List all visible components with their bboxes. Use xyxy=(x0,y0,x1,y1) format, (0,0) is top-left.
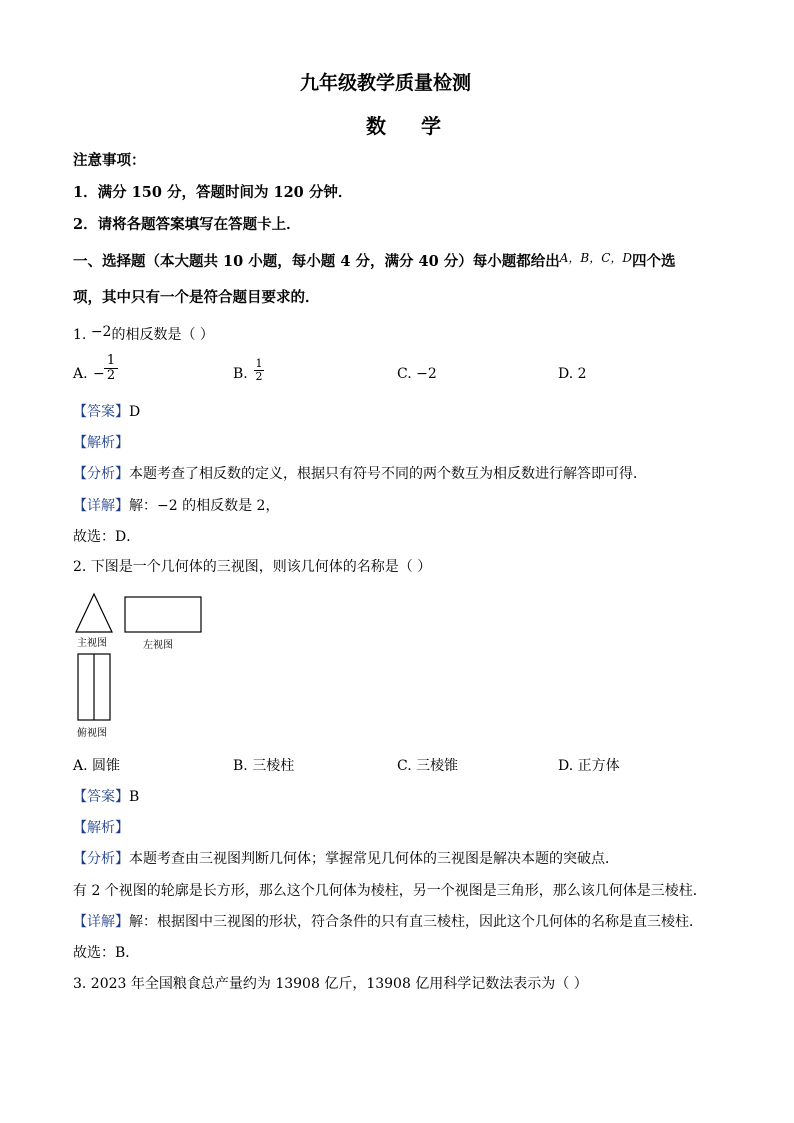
q1-option-a-denominator: 2 xyxy=(104,368,118,383)
q1-xiangjie-tag: 【详解】 xyxy=(73,498,129,514)
section-heading-end: 四个选 xyxy=(632,253,676,270)
section-heading-letters: A，B，C，D xyxy=(559,251,633,265)
q2-option-a: A. 圆锥 xyxy=(73,758,121,774)
q1-fenxi xyxy=(73,463,647,483)
q1-stem-text: 的相反数是（ ） xyxy=(111,327,214,343)
q2-option-b: B. 三棱柱 xyxy=(233,758,295,774)
q2-choose: 故选：B． xyxy=(73,945,140,961)
q1-option-a-fraction xyxy=(104,354,118,383)
q1-option-d: D. 2 xyxy=(558,366,587,382)
q3-stem: 3. 2023 年全国粮食总产量约为 13908 亿斤，13908 亿用科学记数法表示为（ ） xyxy=(73,976,588,992)
q2-reason-line: 有 2 个视图的轮廓是长方形，那么这个几何体为棱柱，另一个视图是三角形，那么该几何体是三棱柱． xyxy=(73,883,707,899)
q1-option-b-label: B. xyxy=(233,366,248,382)
q1-choose: 故选：D． xyxy=(73,529,141,545)
q2-answer-value: B xyxy=(129,789,140,805)
q2-fenxi xyxy=(73,848,619,868)
q1-option-b-numerator: 1 xyxy=(255,357,263,370)
q1-option-a-sign: − xyxy=(93,366,105,382)
section-heading-text: 一、选择题（本大题共 10 小题，每小题 4 分，满分 40 分）每小题都给出 xyxy=(73,253,560,270)
q1-option-a-label: A. xyxy=(73,366,88,382)
q1-analysis-tag: 【解析】 xyxy=(73,435,129,451)
front-view-label: 主视图 xyxy=(77,638,107,649)
q1-math: −2 xyxy=(90,324,112,340)
q2-xiangjie xyxy=(73,911,703,931)
notes-item-2: 2．请将各题答案填写在答题卡上． xyxy=(73,216,301,233)
three-view-figure xyxy=(72,590,212,746)
exam-title: 九年级教学质量检测 xyxy=(300,72,472,94)
left-view-rectangle xyxy=(125,597,201,632)
q2-xiangjie-tag: 【详解】 xyxy=(73,914,129,930)
section-heading-line2: 项，其中只有一个是符合题目要求的． xyxy=(73,289,320,306)
q1-stem xyxy=(73,324,214,344)
left-view-label: 左视图 xyxy=(143,640,173,651)
q1-xiangjie xyxy=(73,495,279,515)
q2-fenxi-text: 本题考查由三视图判断几何体；掌握常见几何体的三视图是解决本题的突破点． xyxy=(129,851,619,867)
top-view-label: 俯视图 xyxy=(77,728,107,739)
q2-stem: 2. 下图是一个几何体的三视图，则该几何体的名称是（ ） xyxy=(73,559,432,575)
notes-item-1: 1．满分 150 分，答题时间为 120 分钟． xyxy=(73,184,353,201)
q2-fenxi-tag: 【分析】 xyxy=(73,851,129,867)
q1-option-c: C. −2 xyxy=(397,366,437,382)
section-heading-line1 xyxy=(73,250,676,271)
q1-fenxi-text: 本题考查了相反数的定义，根据只有符号不同的两个数互为相反数进行解答即可得． xyxy=(129,466,647,482)
q2-answer xyxy=(73,786,139,806)
notes-heading: 注意事项： xyxy=(73,152,146,169)
q1-answer xyxy=(73,401,140,421)
q1-answer-tag: 【答案】 xyxy=(73,404,129,420)
subject-title: 数 学 xyxy=(366,114,455,138)
q1-answer-value: D xyxy=(129,404,141,420)
q2-xiangjie-text: 解：根据图中三视图的形状，符合条件的只有直三棱柱，因此这个几何体的名称是直三棱柱． xyxy=(129,914,703,930)
q1-number: 1. xyxy=(73,327,87,343)
q1-option-a-numerator: 1 xyxy=(106,353,116,368)
front-view-triangle xyxy=(76,594,112,632)
q1-fenxi-tag: 【分析】 xyxy=(73,466,129,482)
q2-option-d: D. 正方体 xyxy=(558,758,620,774)
q2-analysis-tag: 【解析】 xyxy=(73,820,129,836)
q1-option-b-denominator: 2 xyxy=(255,370,263,383)
q2-answer-tag: 【答案】 xyxy=(73,789,129,805)
q1-option-b-fraction xyxy=(254,358,264,383)
q1-xiangjie-text: 解：−2 的相反数是 2， xyxy=(129,498,280,514)
q2-option-c: C. 三棱锥 xyxy=(397,758,459,774)
